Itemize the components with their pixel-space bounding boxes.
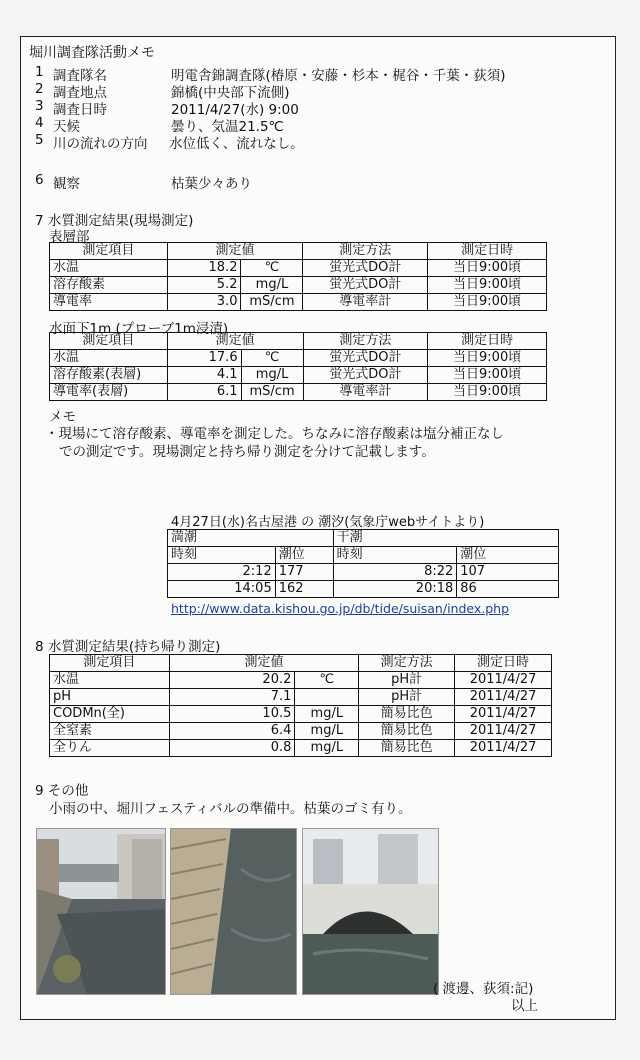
cell-item: 導電率 [50, 294, 168, 311]
cell-unit: ℃ [241, 260, 303, 277]
high-time: 14:05 [168, 581, 276, 598]
cell-method: 簡易比色 [359, 740, 455, 757]
tide-source-link[interactable]: http://www.data.kishou.go.jp/db/tide/suisan/index.php [171, 601, 510, 616]
cell-method: pH計 [359, 672, 455, 689]
header-item: 測定項目 [50, 243, 168, 260]
item-value: 枯葉少々あり [171, 176, 252, 192]
cell-method: 蛍光式DO計 [303, 367, 428, 384]
cell-date: 2011/4/27 [455, 672, 552, 689]
section9-heading: 9 その他 [35, 783, 89, 799]
cell-unit: mg/L [295, 740, 359, 757]
cell-value: 0.8 [169, 740, 295, 757]
item-label: 観察 [53, 176, 80, 192]
bridge-photo [302, 828, 439, 995]
item-label: 調査隊名 [53, 68, 107, 84]
header-row [50, 655, 552, 672]
header-row [50, 333, 547, 350]
low-time-header: 時刻 [333, 547, 457, 564]
table-row [50, 672, 552, 689]
header-date: 測定日時 [428, 333, 547, 350]
item-value: 曇り、気温21.5℃ [171, 119, 284, 135]
table-row [50, 723, 552, 740]
header-row [50, 243, 547, 260]
item-number: 3 [35, 98, 44, 114]
low-level-header: 潮位 [457, 547, 559, 564]
cell-item: 全窒素 [50, 723, 170, 740]
item-number: 4 [35, 115, 44, 131]
cell-method: 簡易比色 [359, 723, 455, 740]
lab-table [49, 654, 552, 757]
closing-text: 以上 [511, 998, 538, 1014]
tide-table [167, 529, 559, 598]
item-number: 6 [35, 172, 44, 188]
cell-item: 溶存酸素 [50, 277, 168, 294]
section8-heading: 8 水質測定結果(持ち帰り測定) [35, 639, 221, 655]
cell-unit: mg/L [241, 367, 303, 384]
memo-line-2: での測定です。現場測定と持ち帰り測定を分けて記載します。 [59, 444, 435, 460]
memo-line-1: ・現場にて溶存酸素、導電率を測定した。ちなみに溶存酸素は塩分補正なし [45, 426, 504, 442]
section9-text: 小雨の中、堀川フェスティバルの準備中。枯葉のゴミ有り。 [49, 801, 412, 817]
cell-method: 導電率計 [303, 384, 428, 401]
cell-item: CODMn(全) [50, 706, 170, 723]
cell-method: 導電率計 [303, 294, 428, 311]
header-method: 測定方法 [359, 655, 455, 672]
item-value: 水位低く、流れなし。 [169, 136, 304, 152]
cell-method: 蛍光式DO計 [303, 260, 428, 277]
tide-caption: 4月27日(水)名古屋港 の 潮汐(気象庁webサイトより) [171, 515, 485, 530]
cell-unit: mg/L [241, 277, 303, 294]
header-item: 測定項目 [50, 655, 170, 672]
cell-unit: mg/L [295, 723, 359, 740]
tide-row [168, 581, 559, 598]
deep-title: 水面下1m (プローブ1m浸漬) [49, 321, 229, 337]
item-number: 2 [35, 81, 44, 97]
surface-table [49, 242, 547, 311]
item-label: 調査地点 [53, 85, 107, 101]
cell-item: 水温 [50, 350, 168, 367]
table-row [50, 277, 547, 294]
page-title: 堀川調査隊活動メモ [29, 45, 155, 61]
table-row [50, 350, 547, 367]
low-level: 86 [457, 581, 559, 598]
header-date: 測定日時 [428, 243, 547, 260]
cell-unit: mg/L [295, 706, 359, 723]
tide-header-row [168, 547, 559, 564]
header-item: 測定項目 [50, 333, 168, 350]
table-row [50, 367, 547, 384]
section7-heading: 7 水質測定結果(現場測定) [35, 213, 194, 229]
cell-item: pH [50, 689, 170, 706]
cell-date: 2011/4/27 [455, 706, 552, 723]
item-value: 2011/4/27(水) 9:00 [171, 102, 299, 118]
low-time: 8:22 [333, 564, 457, 581]
item-label: 調査日時 [53, 102, 107, 118]
item-value: 明電舎錦調査隊(椿原・安藤・杉本・梶谷・千葉・荻須) [171, 68, 506, 84]
header-method: 測定方法 [303, 243, 428, 260]
high-time-header: 時刻 [168, 547, 276, 564]
cell-unit: ℃ [295, 672, 359, 689]
cell-method: 蛍光式DO計 [303, 350, 428, 367]
cell-date: 当日9:00頃 [428, 350, 547, 367]
high-time: 2:12 [168, 564, 276, 581]
author-signature: ( 渡邊、荻須:記) [433, 981, 534, 997]
cell-date: 2011/4/27 [455, 689, 552, 706]
header-value: 測定値 [167, 333, 303, 350]
cell-value: 6.1 [167, 384, 241, 401]
cell-value: 4.1 [167, 367, 241, 384]
cell-value: 18.2 [167, 260, 241, 277]
table-row [50, 260, 547, 277]
table-row [50, 294, 547, 311]
cell-method: 簡易比色 [359, 706, 455, 723]
cell-value: 20.2 [169, 672, 295, 689]
high-tide-label: 満潮 [168, 530, 334, 547]
cell-method: pH計 [359, 689, 455, 706]
cell-value: 5.2 [167, 277, 241, 294]
cell-date: 当日9:00頃 [428, 294, 547, 311]
high-level: 162 [275, 581, 333, 598]
item-label: 天候 [53, 119, 80, 135]
deep-table [49, 332, 547, 401]
header-value: 測定値 [169, 655, 358, 672]
cell-item: 水温 [50, 260, 168, 277]
low-level: 107 [457, 564, 559, 581]
memo-page [20, 36, 616, 1020]
cell-value: 6.4 [169, 723, 295, 740]
item-label: 川の流れの方向 [53, 136, 148, 152]
table-row [50, 384, 547, 401]
cell-unit: ℃ [241, 350, 303, 367]
low-tide-label: 干潮 [333, 530, 558, 547]
cell-date: 当日9:00頃 [428, 277, 547, 294]
item-number: 5 [35, 132, 44, 148]
cell-unit: mS/cm [241, 384, 303, 401]
high-level: 177 [275, 564, 333, 581]
header-value: 測定値 [167, 243, 303, 260]
memo-label: メモ [49, 409, 76, 425]
cell-unit: mS/cm [241, 294, 303, 311]
low-time: 20:18 [333, 581, 457, 598]
cell-value: 10.5 [169, 706, 295, 723]
tide-row [168, 564, 559, 581]
stone-wall-photo [170, 828, 297, 995]
header-date: 測定日時 [455, 655, 552, 672]
cell-value: 3.0 [167, 294, 241, 311]
item-value: 錦橋(中央部下流側) [171, 85, 290, 101]
cell-method: 蛍光式DO計 [303, 277, 428, 294]
river-street-photo [36, 828, 166, 995]
cell-value: 7.1 [169, 689, 295, 706]
cell-date: 当日9:00頃 [428, 384, 547, 401]
item-number: 1 [35, 64, 44, 80]
cell-item: 水温 [50, 672, 170, 689]
high-level-header: 潮位 [275, 547, 333, 564]
table-row [50, 706, 552, 723]
cell-item: 溶存酸素(表層) [50, 367, 168, 384]
table-row [50, 740, 552, 757]
cell-date: 2011/4/27 [455, 740, 552, 757]
cell-item: 導電率(表層) [50, 384, 168, 401]
tide-type-row [168, 530, 559, 547]
cell-value: 17.6 [167, 350, 241, 367]
table-row [50, 689, 552, 706]
surface-title: 表層部 [49, 229, 90, 245]
cell-date: 2011/4/27 [455, 723, 552, 740]
cell-item: 全りん [50, 740, 170, 757]
cell-unit [295, 689, 359, 706]
cell-date: 当日9:00頃 [428, 367, 547, 384]
cell-date: 当日9:00頃 [428, 260, 547, 277]
header-method: 測定方法 [303, 333, 428, 350]
